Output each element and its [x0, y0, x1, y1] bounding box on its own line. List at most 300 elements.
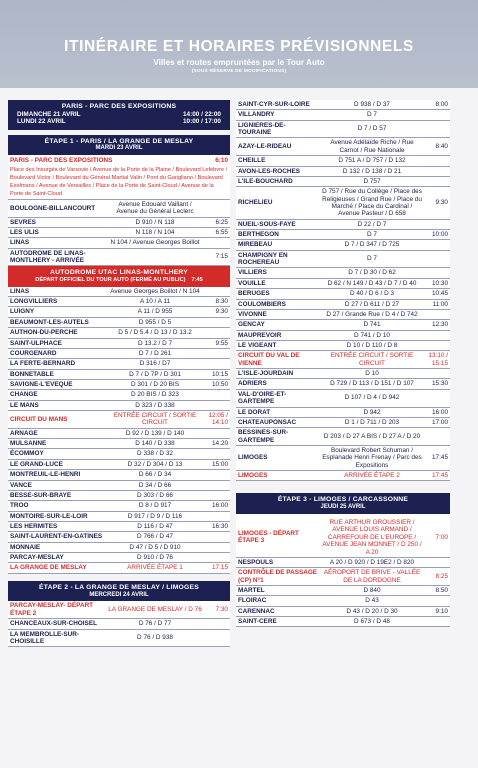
time-value — [424, 181, 450, 183]
header-banner — [0, 0, 478, 88]
itinerary-row — [8, 249, 230, 267]
time-value — [204, 546, 230, 548]
autodrome-time: 7:45 — [191, 277, 203, 284]
page-subtitle: Villes et routes empruntées par le Tour Auto — [153, 57, 325, 67]
itinerary-row — [236, 379, 450, 389]
town-name: MARTEL — [238, 586, 265, 594]
route-text: Avenue Georges Boillot / N 104 — [110, 287, 200, 295]
time-value — [204, 515, 230, 517]
route-text: D 757 — [363, 177, 381, 185]
route-text: D 76 / D 938 — [137, 634, 173, 642]
route-text: D 66 / D 34 — [138, 471, 172, 479]
time-value: 10:00 — [432, 231, 448, 239]
itinerary-row — [8, 439, 230, 449]
town-name: VILLIERS — [238, 269, 267, 277]
route-text: D 13.2 / D 7 — [137, 339, 173, 347]
route-text: D 1 / D 711 / D 203 — [344, 418, 400, 426]
start-name: PARIS - PARC DES EXPOSITIONS — [10, 157, 113, 165]
route-text: D 7 / D 57 — [357, 125, 387, 133]
etape-date: JEUDI 25 AVRIL — [320, 504, 366, 511]
town-name: LUIGNY — [10, 308, 35, 316]
town-name: BOULOGNE-BILLANCOURT — [10, 204, 96, 212]
itinerary-row — [236, 418, 450, 428]
route-text: ARRIVÉE ÉTAPE 1 — [127, 564, 183, 572]
route-text: D 751 A / D 757 / D 132 — [338, 157, 406, 165]
itinerary-row — [236, 586, 450, 596]
route-text: D 140 / D 338 — [135, 440, 175, 448]
itinerary-row — [236, 351, 450, 369]
itinerary-row — [236, 518, 450, 558]
route-text: D 942 — [363, 408, 381, 416]
itinerary-row — [236, 177, 450, 187]
time-value: 14:20 — [212, 440, 228, 448]
itinerary-row — [8, 460, 230, 470]
page-title: ITINÉRAIRE ET HORAIRES PRÉVISIONNELS — [64, 38, 414, 55]
time-value: 6:25 — [215, 218, 228, 226]
etape-2-rows-right — [236, 100, 450, 481]
route-text: D 673 / D 48 — [354, 618, 390, 626]
itinerary-row — [8, 481, 230, 491]
route-text: A 10 / A 11 — [139, 298, 171, 306]
town-name: FLOIRAC — [238, 597, 267, 605]
town-name: LE VIGEANT — [238, 341, 277, 349]
route-text: D 92 / D 139 / D 140 — [125, 429, 185, 437]
route-text: D 338 / D 32 — [137, 450, 173, 458]
time-value: 12:05 / 14:10 — [208, 412, 228, 427]
time-value: 8:00 — [435, 101, 448, 108]
itinerary-row — [236, 428, 450, 446]
itinerary-row — [8, 318, 230, 328]
route-text: ENTRÉE CIRCUIT / SORTIE CIRCUIT — [113, 412, 197, 427]
itinerary-row — [236, 110, 450, 120]
time-value — [424, 373, 450, 375]
town-name: GENCAY — [238, 321, 265, 329]
route-text: D 116 / D 47 — [137, 522, 173, 530]
time-value: 9:30 — [435, 199, 448, 207]
time-value — [424, 114, 450, 116]
time-value — [204, 363, 230, 365]
time-value — [204, 432, 230, 434]
itinerary-row — [8, 287, 230, 297]
town-name: LE GRAND-LUCE — [10, 460, 63, 468]
town-name: MONNAIE — [10, 543, 41, 551]
itinerary-row — [8, 339, 230, 349]
route-text: A 11 / D 955 — [137, 308, 173, 316]
left-column — [8, 100, 230, 647]
town-name: CHANCEAUX-SUR-CHOISEL — [10, 620, 97, 628]
town-name: SAINT-CERE — [238, 618, 277, 626]
time-value: 17:00 — [432, 418, 448, 426]
route-text: D 7 — [367, 255, 377, 263]
route-text: D 729 / D 113 / D 151 / D 107 — [330, 380, 414, 388]
route-text: Avenue Adélaïde Riche / Rue Carnot / Rue Nationale — [330, 139, 414, 154]
itinerary-row — [236, 596, 450, 606]
page-note: (SOUS RÉSERVE DE MODIFICATIONS) — [191, 69, 287, 75]
town-name: AZAY-LE-RIDEAU — [238, 143, 292, 151]
route-text: D 910 / N 118 — [135, 218, 175, 226]
etape-2-header — [8, 581, 230, 602]
itinerary-row — [8, 328, 230, 338]
itinerary-row — [8, 501, 230, 511]
route-text: D 7 / D 347 / D 725 — [344, 241, 400, 249]
town-name: LA GRANGE DE MESLAY — [10, 564, 87, 572]
itinerary-row — [8, 390, 230, 400]
town-name: SAINT-ULPHACE — [10, 339, 62, 347]
town-name: MIREBEAU — [238, 241, 273, 249]
time-value: 8:25 — [435, 572, 448, 580]
time-value — [204, 495, 230, 497]
time-value: 9:10 — [435, 607, 448, 615]
route-text: D 203 / D 27 A BIS / D 27 A / D 20 — [323, 432, 421, 440]
town-name: LE DORAT — [238, 408, 271, 416]
time-value — [424, 272, 450, 274]
route-text: D 303 / D 66 — [137, 491, 173, 499]
paris-expo-title: PARIS - PARC DES EXPOSITIONS — [61, 103, 177, 110]
route-text: D 34 / D 66 — [138, 481, 172, 489]
town-name: SAVIGNE-L'EVEQUE — [10, 380, 73, 388]
route-text: D 10 — [365, 370, 379, 378]
town-name: BERTHEGON — [238, 231, 279, 239]
route-text: LA GRANGE DE MESLAY / D 76 — [108, 606, 202, 614]
itinerary-row — [8, 522, 230, 532]
time-value: 10:45 — [432, 290, 448, 298]
itinerary-row — [8, 619, 230, 629]
route-text: D 43 / D 20 / D 30 — [346, 607, 398, 615]
itinerary-row — [8, 307, 230, 317]
etape-3-rows — [236, 518, 450, 627]
town-name: COURGENARD — [10, 349, 57, 357]
route-text: D 8 / D 917 — [138, 502, 172, 510]
town-name: CIRCUIT DU MANS — [10, 415, 68, 423]
etape-date: MERCREDI 24 AVRIL — [89, 591, 149, 598]
itinerary-row — [236, 100, 450, 110]
town-name: LINAS — [10, 287, 30, 295]
route-text: D 316 / D7 — [139, 360, 171, 368]
itinerary-row — [236, 220, 450, 230]
route-text: ENTRÉE CIRCUIT / SORTIE CIRCUIT — [330, 352, 414, 367]
town-name: NUEIL-SOUS-FAYE — [238, 220, 296, 228]
route-text: D 323 / D 338 — [135, 401, 175, 409]
itinerary-row — [8, 218, 230, 228]
town-name: ADRIERS — [238, 380, 267, 388]
time-value — [204, 353, 230, 355]
itinerary-row — [236, 138, 450, 156]
itinerary-row — [8, 563, 230, 573]
itinerary-row — [8, 359, 230, 369]
town-name: CHANGE — [10, 391, 38, 399]
time-value: 7:30 — [215, 606, 228, 614]
itinerary-row — [236, 369, 450, 379]
itinerary-row — [8, 532, 230, 542]
town-name: VILLANDRY — [238, 111, 275, 119]
time-value: 16:30 — [212, 522, 228, 530]
itinerary-row — [236, 320, 450, 330]
town-name: VIVONNE — [238, 310, 267, 318]
route-text: D 910 / D 76 — [137, 554, 173, 562]
itinerary-row — [8, 349, 230, 359]
time-value — [204, 637, 230, 639]
paris-expo-block — [8, 100, 230, 130]
town-name: ÉCOMMOY — [10, 450, 44, 458]
route-text: D 7 / D 261 — [138, 349, 172, 357]
route-text: D 938 / D 37 — [354, 101, 390, 108]
time-value: 9:30 — [215, 308, 228, 316]
itinerary-row — [8, 200, 230, 218]
town-name: LES ULIS — [10, 229, 39, 237]
itinerary-row — [8, 601, 230, 619]
route-text: A 20 / D 920 / D 19E2 / D 820 — [329, 558, 415, 566]
route-text: N 118 / N 104 — [135, 229, 175, 237]
time-value — [204, 404, 230, 406]
itinerary-row — [236, 240, 450, 250]
town-name: SAINT-LAURENT-EN-GATINES — [10, 533, 103, 541]
itinerary-row — [8, 370, 230, 380]
autodrome-banner — [8, 266, 230, 286]
time-value — [424, 128, 450, 130]
start-time: 6:10 — [215, 157, 228, 165]
time-value: 17:15 — [212, 564, 228, 572]
time-value — [204, 207, 230, 209]
time-value — [204, 321, 230, 323]
itinerary-row — [236, 310, 450, 320]
route-text: D 32 / D 304 / D 13 — [127, 460, 183, 468]
itinerary-row — [236, 289, 450, 299]
itinerary-row — [8, 449, 230, 459]
route-text: D 132 / D 138 / D 21 — [342, 167, 402, 175]
route-text: D 40 / D 6 / D 3 — [349, 290, 395, 298]
town-name: RICHELIEU — [238, 199, 273, 207]
time-value — [204, 242, 230, 244]
route-text — [106, 256, 204, 258]
route-text: D 22 / D 7 — [357, 220, 387, 228]
time-value — [424, 600, 450, 602]
route-text: D 47 / D 5 / D 910 — [129, 543, 181, 551]
time-value — [424, 258, 450, 260]
time-value — [204, 290, 230, 292]
itinerary-row — [8, 228, 230, 238]
time-value: 8:30 — [215, 298, 228, 306]
time-value — [204, 394, 230, 396]
period-time: 14:00 / 22:00 — [182, 110, 221, 118]
route-text: D 27 / Grande Rue / D 4 / D 742 — [326, 310, 418, 318]
town-name: MONTOIRE-SUR-LE-LOIR — [10, 512, 88, 520]
itinerary-row — [236, 446, 450, 471]
itinerary-row — [236, 568, 450, 586]
period-date: LUNDI 22 AVRIL — [17, 118, 66, 126]
itinerary-row — [8, 429, 230, 439]
time-value — [424, 345, 450, 347]
etape-3-header — [236, 493, 450, 514]
itinerary-row — [8, 630, 230, 648]
time-value — [204, 536, 230, 538]
itinerary-row — [236, 390, 450, 408]
itinerary-row — [8, 401, 230, 411]
route-text: D 840 — [363, 586, 381, 594]
town-name: CONTRÔLE DE PASSAGE (CP) N°1 — [238, 569, 318, 584]
town-name: COULOMBIERS — [238, 300, 286, 308]
itinerary-row — [236, 156, 450, 166]
time-value — [424, 334, 450, 336]
town-name: LIGNIERES-DE-TOURAINE — [238, 121, 286, 137]
town-name: LES HERMITES — [10, 522, 58, 530]
itinerary-row — [236, 268, 450, 278]
town-name: BESSINES-SUR-GARTEMPE — [238, 429, 289, 444]
autodrome-sub: DÉPART OFFICIEL DU TOUR AUTO (FERMÉ AU PUBLIC) — [35, 277, 186, 284]
itinerary-row — [8, 553, 230, 563]
itinerary-row — [8, 470, 230, 480]
town-name: AUTHON-DU-PERCHE — [10, 329, 78, 337]
town-name: CHAMPIGNY EN ROCHEREAU — [238, 251, 288, 267]
town-name: TROO — [10, 502, 29, 510]
town-name: CIRCUIT DU VAL DE VIENNE — [238, 352, 300, 367]
autodrome-title: AUTODROME UTAC LINAS-MONTLHERY — [49, 269, 189, 277]
route-text: D 741 / D 10 — [354, 331, 390, 339]
town-name: SAINT-CYR-SUR-LOIRE — [238, 101, 310, 108]
itinerary-row — [236, 279, 450, 289]
town-name: BEAUMONT-LES-AUTELS — [10, 318, 89, 326]
etape-2-rows-left — [8, 601, 230, 647]
route-text: D 20 BIS / D 323 — [131, 391, 179, 399]
time-value — [424, 160, 450, 162]
town-name: VANCE — [10, 481, 32, 489]
route-text: N 104 / Avenue Georges Boillot — [110, 239, 200, 247]
time-value — [204, 484, 230, 486]
town-name: LIMOGES — [238, 454, 268, 462]
route-text: D 76 / D 77 — [138, 620, 172, 628]
right-column — [236, 100, 450, 627]
time-value — [424, 436, 450, 438]
time-value — [204, 453, 230, 455]
route-text: D 10 / D 110 / D 8 — [346, 341, 398, 349]
etape-1-rows-a — [8, 200, 230, 267]
itinerary-row — [236, 471, 450, 481]
time-value: 10:30 — [432, 279, 448, 287]
time-value — [424, 397, 450, 399]
time-value: 10:15 — [212, 370, 228, 378]
route-text: D 27 / D 611 / D 27 — [344, 300, 400, 308]
town-name: VAL-D'OIRE-ET-GARTEMPE — [238, 390, 287, 406]
town-name: LE MANS — [10, 401, 39, 409]
itinerary-row — [8, 491, 230, 501]
itinerary-row — [236, 251, 450, 269]
town-name: MULSANNE — [10, 440, 47, 448]
start-route-text: Place des Insurgés de Varsovie / Avenue de la Porte de la Plaine / Boulevard Lefebvre / Boulevard Victor / Boulevard du Général Martial Valin / Pont du Garigliano / Boulevard Exelmans / Avenue de Versailles / Place de la Porte de Saint-Cloud / Avenue de la Porte de Saint-Cloud — [10, 166, 228, 197]
route-text: D 107 / D 4 / D 942 — [344, 394, 400, 402]
time-value: 13:10 / 15:15 — [428, 352, 448, 367]
route-text: Avenue Edouard Vaillant / Avenue du Général Leclerc — [116, 200, 194, 216]
town-name: AUTODROME DE LINAS-MONTLHERY - ARRIVÉE — [10, 249, 86, 265]
town-name: MONTREUIL-LE-HENRI — [10, 471, 81, 479]
etape-1-rows-b — [8, 287, 230, 574]
time-value: 15:00 — [212, 460, 228, 468]
time-value: 10:50 — [212, 380, 228, 388]
itinerary-row — [236, 167, 450, 177]
time-value: 15:30 — [432, 380, 448, 388]
itinerary-row — [236, 408, 450, 418]
town-name: SEVRES — [10, 218, 36, 226]
time-value — [204, 474, 230, 476]
route-text: D 917 / D 9 / D 116 — [127, 512, 183, 520]
itinerary-row — [236, 121, 450, 139]
town-name: L'ILE-BOUCHARD — [238, 177, 293, 185]
time-value: 12:30 — [432, 321, 448, 329]
itinerary-row — [236, 331, 450, 341]
etape-title: ÉTAPE 3 - LIMOGES / CARCASSONNE — [277, 496, 409, 504]
time-value: 16:00 — [212, 502, 228, 510]
time-value — [424, 562, 450, 564]
route-text: Boulevard Robert Schuman / Esplanade Henri Frenay / Parc des Expositions — [322, 446, 422, 469]
time-value: 6:55 — [215, 229, 228, 237]
itinerary-row — [8, 297, 230, 307]
town-name: BONNETABLE — [10, 370, 54, 378]
town-name: CHEILLE — [238, 157, 266, 165]
town-name: ARNAGE — [10, 429, 38, 437]
time-value — [204, 623, 230, 625]
etape-title: ÉTAPE 2 - LA GRANGE DE MESLAY / LIMOGES — [39, 583, 199, 591]
itinerary-row — [236, 187, 450, 219]
route-text: D 741 — [363, 321, 381, 329]
time-value: 8:50 — [435, 586, 448, 594]
town-name: VOUILLE — [238, 279, 266, 287]
time-value: 11:00 — [432, 300, 448, 308]
itinerary-row — [236, 230, 450, 240]
town-name: BERUGES — [238, 290, 270, 298]
itinerary-row — [8, 543, 230, 553]
itinerary-row — [236, 300, 450, 310]
town-name: PARCAY-MESLAY- DÉPART ÉTAPE 2 — [10, 602, 94, 617]
itinerary-row — [236, 607, 450, 617]
town-name: LIMOGES — [238, 472, 268, 480]
town-name: CARENNAC — [238, 607, 275, 615]
town-name: BESSE-SUR-BRAYE — [10, 491, 72, 499]
period-date: DIMANCHE 21 AVRIL — [17, 110, 81, 118]
route-text: D 5 / D 5.4 / D 13 / D 13.2 — [118, 329, 192, 337]
route-text: D 7 — [367, 111, 377, 119]
route-text: D 7 / D 30 / D 62 — [348, 269, 396, 277]
time-value: 17:45 — [432, 454, 448, 462]
town-name: CHATEAUPONSAC — [238, 418, 297, 426]
town-name: AVON-LES-ROCHES — [238, 167, 301, 175]
time-value: 17:45 — [432, 472, 448, 480]
town-name: LONGVILLIERS — [10, 298, 58, 306]
route-text: D 43 — [365, 597, 379, 605]
route-text: ARRIVÉE ÉTAPE 2 — [344, 472, 400, 480]
town-name: PARCAY-MESLAY — [10, 554, 64, 562]
town-name: LIMOGES - DÉPART ÉTAPE 3 — [238, 530, 299, 545]
time-value: 8:40 — [435, 143, 448, 151]
etape-title: ÉTAPE 1 - PARIS / LA GRANGE DE MESLAY — [44, 137, 194, 145]
route-text: D 62 / N 149 / D 43 / D 7 / D 40 — [327, 279, 417, 287]
town-name: LINAS — [10, 239, 30, 247]
town-name: MAUPREVOIR — [238, 331, 282, 339]
itinerary-row — [236, 558, 450, 568]
time-value: 7:00 — [435, 533, 448, 541]
etape-1-header — [8, 135, 230, 156]
town-name: NESPOULS — [238, 558, 274, 566]
itinerary-row — [8, 238, 230, 248]
route-text: D 955 / D 5 — [138, 318, 172, 326]
time-value — [204, 557, 230, 559]
time-value — [424, 314, 450, 316]
start-route — [8, 155, 230, 200]
route-text: D 766 / D 47 — [137, 533, 173, 541]
time-value: 16:00 — [432, 408, 448, 416]
time-value — [424, 170, 450, 172]
itinerary-row — [8, 411, 230, 429]
period-time: 10:00 / 17:00 — [182, 118, 221, 126]
town-name: L'ISLE-JOURDAIN — [238, 370, 294, 378]
route-text: D 301 / D 20 BIS — [131, 380, 179, 388]
